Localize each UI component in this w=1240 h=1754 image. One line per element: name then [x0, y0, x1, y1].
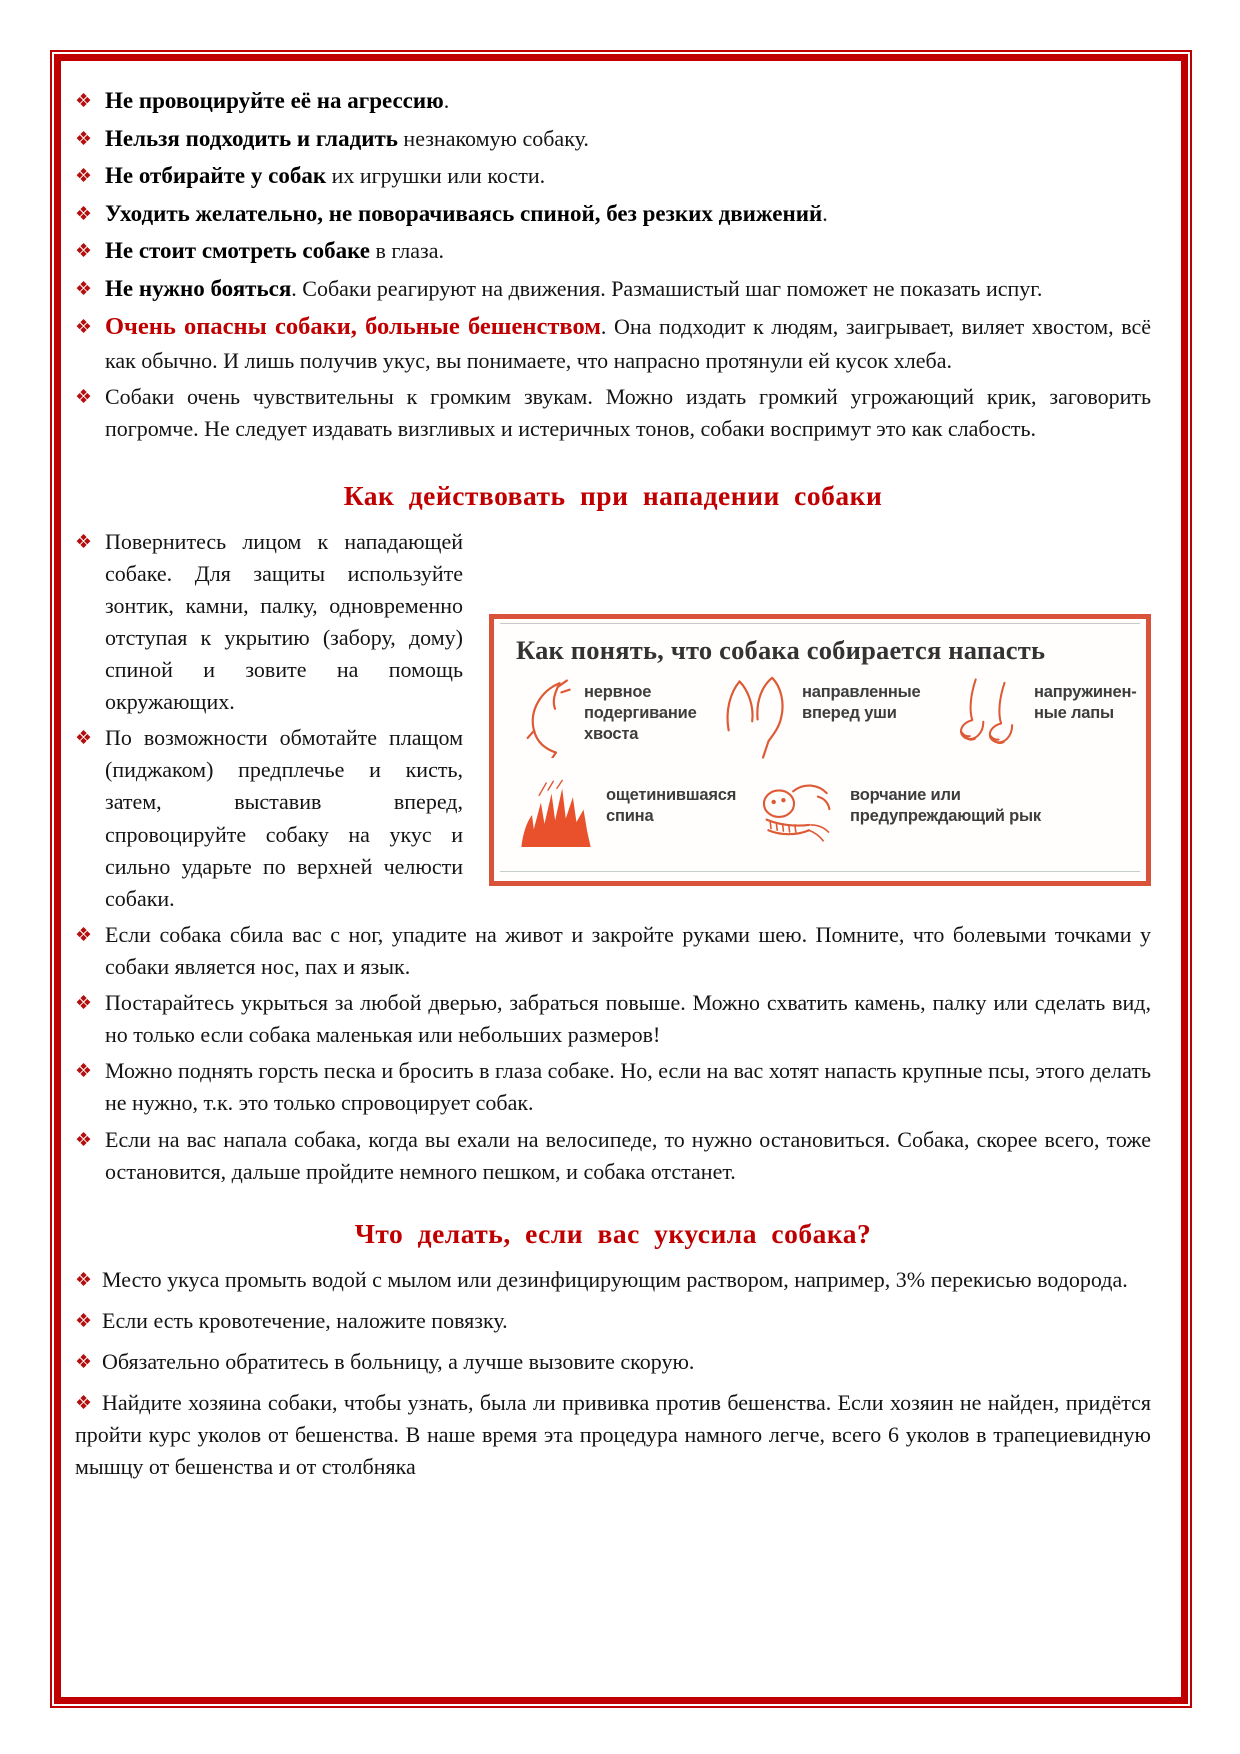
bullet-icon: ❖: [75, 91, 93, 112]
divider: [500, 623, 1140, 624]
growling-muzzle-icon: [756, 779, 840, 852]
bullet-icon: ❖: [75, 924, 93, 946]
infographic-item: [516, 676, 716, 763]
list-item-text: .: [443, 88, 450, 113]
list-item-text: незнакомую собаку.: [397, 125, 589, 151]
infographic-title: Как понять, что собака собирается напасть: [516, 634, 1046, 665]
paws-icon: [952, 676, 1024, 759]
list-item-text: Найдите хозяина собаки, чтобы узнать, была ли прививка против бешенства. Если хозяин не найден, придётся пройти курс уколов от бешенства. В наше время эта процедура намного легче, всего 6 уколов в трапециевидную мышцу от бешенства и от столбняка: [75, 1390, 1151, 1480]
rabies-warning-bold-text: Очень опасны собаки, больные бешенством: [105, 313, 601, 341]
intro-section: [75, 84, 1151, 446]
bullet-icon: ❖: [75, 531, 93, 553]
list-item-bold-text: Не отбирайте у собак: [105, 163, 327, 189]
list-item-text: .: [822, 200, 828, 226]
document-content: [75, 84, 1151, 1492]
infographic-item: [952, 676, 1152, 759]
bullet-icon: ❖: [75, 1351, 93, 1373]
list-item-text: Можно поднять горсть песка и бросить в глаза собаке. Но, если на вас хотят напасть крупные псы, этого делать не нужно, т.к. это только спровоцирует собак.: [105, 1058, 1151, 1116]
list-item: [75, 309, 1151, 377]
bite-section-heading: Что делать, если вас укусила собака?: [354, 1217, 872, 1249]
list-item-text: . Она подходит к людям, заигрывает, виляет хвостом, всё как обычно. И лишь получив укус, вы понимаете, что напрасно протянули ей кусок хлеба.: [105, 314, 1151, 374]
bullet-icon: ❖: [75, 728, 93, 750]
list-item-text: Если есть кровотечение, наложите повязку.: [102, 1307, 508, 1333]
list-item-text: Обязательно обратитесь в больницу, а лучше вызовите скорую.: [102, 1348, 695, 1374]
attack-section-heading: Как действовать при нападении собаки: [343, 479, 883, 511]
infographic-item: [716, 676, 952, 767]
list-item: [75, 1264, 1151, 1296]
infographic-item: [756, 779, 1116, 852]
infographic-row: [516, 779, 1132, 856]
bullet-icon: ❖: [75, 278, 93, 300]
list-item-text: их игрушки или кости.: [326, 163, 546, 189]
bullet-icon: ❖: [75, 203, 93, 225]
list-item-bold-text: Нельзя подходить и гладить: [105, 125, 398, 151]
bullet-icon: ❖: [75, 993, 93, 1015]
bullet-icon: ❖: [75, 317, 93, 339]
list-item-bold-text: Не нужно бояться: [105, 275, 292, 301]
list-item: [75, 159, 1151, 193]
infographic-label: ворчание или предупреждающий рык: [850, 785, 1041, 825]
infographic-item: [516, 779, 756, 856]
infographic-label: напружинен-ные лапы: [1034, 682, 1137, 722]
bullet-icon: ❖: [75, 1310, 93, 1332]
list-item: [75, 381, 1151, 445]
infographic-label: нервное подергивание хвоста: [584, 682, 697, 743]
list-item-text: Если собака сбила вас с ног, упадите на живот и закройте руками шею. Помните, что болевыми точками у собаки является нос, пах и язык.: [105, 921, 1151, 979]
list-item: [75, 1387, 1151, 1483]
bullet-icon: ❖: [75, 1129, 93, 1151]
list-item: [75, 1305, 1151, 1337]
bullet-icon: ❖: [75, 387, 93, 409]
list-item: [75, 919, 1151, 983]
list-item: [75, 197, 1151, 231]
list-item: [75, 272, 1151, 306]
list-item-text: Место укуса промыть водой с мылом или дезинфицирующим раствором, например, 3% перекисью водорода.: [102, 1266, 1128, 1292]
list-item-text: Повернитесь лицом к нападающей собаке. Для защиты используйте зонтик, камни, палку, одновременно отступая к укрытию (забору, дому) спиной и зовите на помощь окружающих.: [105, 528, 463, 715]
list-item: [75, 1124, 1151, 1188]
list-item-text: . Собаки реагируют на движения. Размашистый шаг поможет не показать испуг.: [291, 275, 1043, 301]
list-item-bold-text: Не провоцируйте её на агрессию: [105, 88, 444, 113]
bullet-icon: ❖: [75, 241, 93, 263]
bite-section: [75, 1264, 1151, 1484]
list-item-bold-text: Уходить желательно, не поворачиваясь спиной, без резких движений: [105, 200, 823, 226]
ears-icon: [716, 676, 792, 767]
attack-section: [75, 526, 1151, 1188]
bullet-icon: ❖: [75, 1393, 93, 1415]
list-item-text: в глаза.: [370, 238, 445, 264]
bullet-icon: ❖: [75, 1061, 93, 1083]
list-item-text: Если на вас напала собака, когда вы ехали на велосипеде, то нужно остановиться. Собака, скорее всего, тоже остановится, дальше пройдите немного пешком, и собака отстанет.: [105, 1126, 1151, 1184]
bullet-icon: ❖: [75, 166, 93, 188]
list-item: [75, 84, 1151, 118]
list-item-bold-text: Не стоит смотреть собаке: [105, 238, 371, 264]
bullet-icon: ❖: [75, 1269, 93, 1291]
infographic-label: ощетинившаяся спина: [606, 785, 737, 825]
infographic-image: [489, 526, 1151, 886]
infographic-row: [516, 676, 1137, 767]
list-item: [75, 1346, 1151, 1378]
bullet-icon: ❖: [75, 128, 93, 150]
list-item-text: По возможности обмотайте плащом (пиджаком) предплечье и кисть, затем, выставив вперед, спровоцируйте собаку на укус и сильно ударьте по верхней челюсти собаки.: [105, 725, 463, 911]
infographic-frame: [489, 614, 1151, 886]
list-item: [75, 234, 1151, 268]
bristled-back-icon: [516, 779, 596, 856]
list-item: [75, 122, 1151, 156]
tail-icon: [516, 676, 574, 763]
divider: [500, 871, 1140, 872]
list-item-text: Собаки очень чувствительны к громким звукам. Можно издать громкий угрожающий крик, заговорить погромче. Не следует издавать визгливых и истеричных тонов, собаки воспримут это как слабость.: [105, 384, 1151, 442]
list-item-text: Постарайтесь укрыться за любой дверью, забраться повыше. Можно схватить камень, палку или сделать вид, но только если собака маленькая или небольших размеров!: [105, 990, 1151, 1048]
list-item: [75, 1055, 1151, 1119]
list-item: [75, 987, 1151, 1051]
infographic-label: направленные вперед уши: [802, 682, 921, 722]
